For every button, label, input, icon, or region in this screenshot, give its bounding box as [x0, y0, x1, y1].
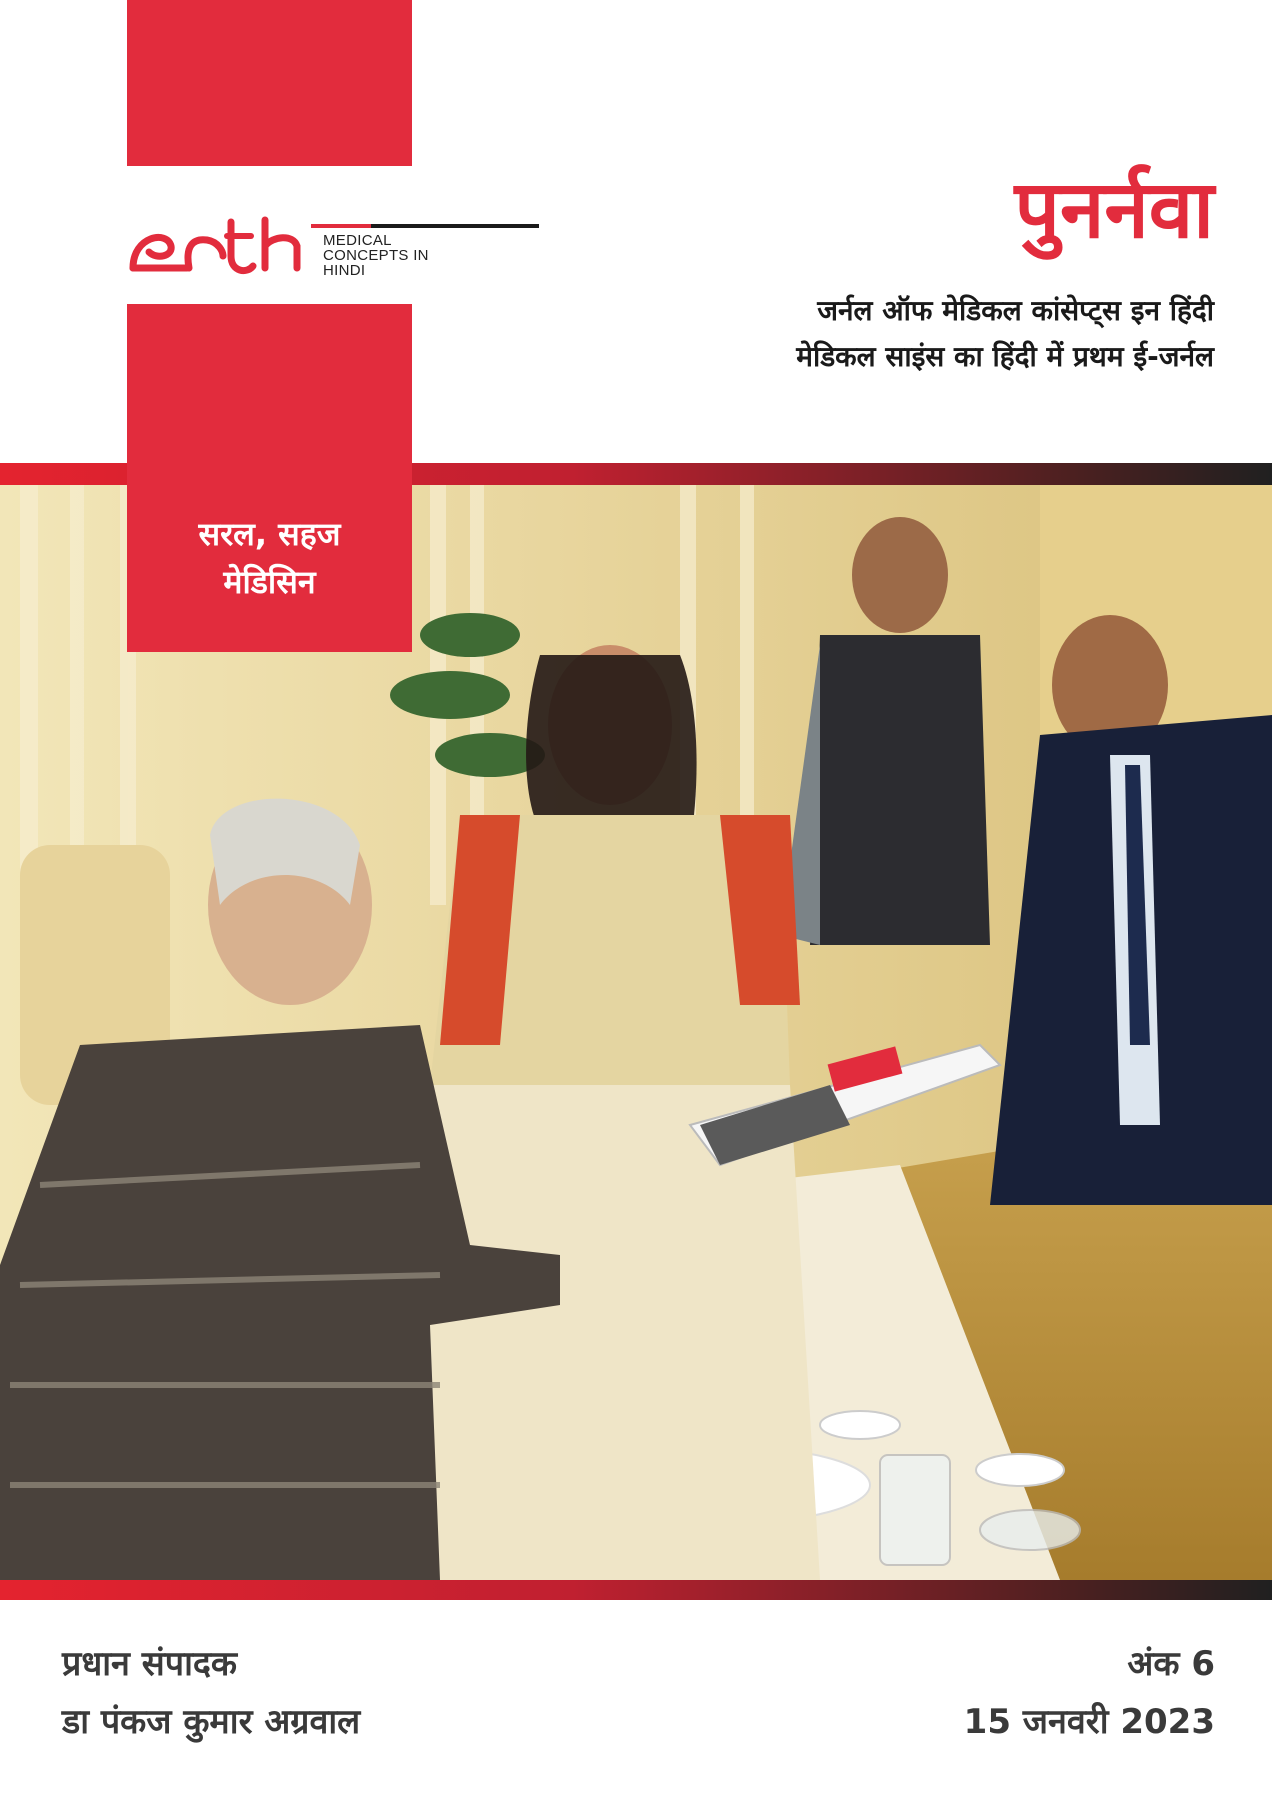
- lch-logo-mark: [127, 216, 311, 286]
- logo-rule-accent: [311, 224, 371, 228]
- editor-name: डा पंकज कुमार अग्रवाल: [62, 1702, 361, 1742]
- gradient-strip-bottom: [0, 1580, 1272, 1600]
- subtitle-line-2: मेडिकल साइंस का हिंदी में प्रथम ई-जर्नल: [796, 340, 1214, 373]
- logo-line-1: MEDICAL: [323, 232, 392, 249]
- logo-wordmark: [323, 233, 429, 278]
- editor-label: प्रधान संपादक: [62, 1644, 238, 1684]
- tagline-line-2: मेडिसिन: [223, 563, 316, 601]
- red-band-top: [127, 0, 412, 166]
- editor-block: [62, 1635, 360, 1751]
- tagline-line-1: सरल, सहज: [198, 515, 341, 553]
- issue-number: अंक 6: [1127, 1644, 1215, 1684]
- subtitle-line-1: जर्नल ऑफ मेडिकल कांसेप्ट्स इन हिंदी: [817, 294, 1214, 327]
- issue-block: [964, 1635, 1215, 1751]
- lch-logo: [127, 212, 427, 292]
- band-tagline: [127, 510, 412, 606]
- journal-title: पुनर्नवा: [1014, 163, 1214, 256]
- issue-date: 15 जनवरी 2023: [963, 1702, 1215, 1742]
- logo-line-3: HINDI: [323, 262, 366, 279]
- logo-line-2: CONCEPTS IN: [323, 247, 429, 264]
- journal-subtitle: [796, 288, 1214, 380]
